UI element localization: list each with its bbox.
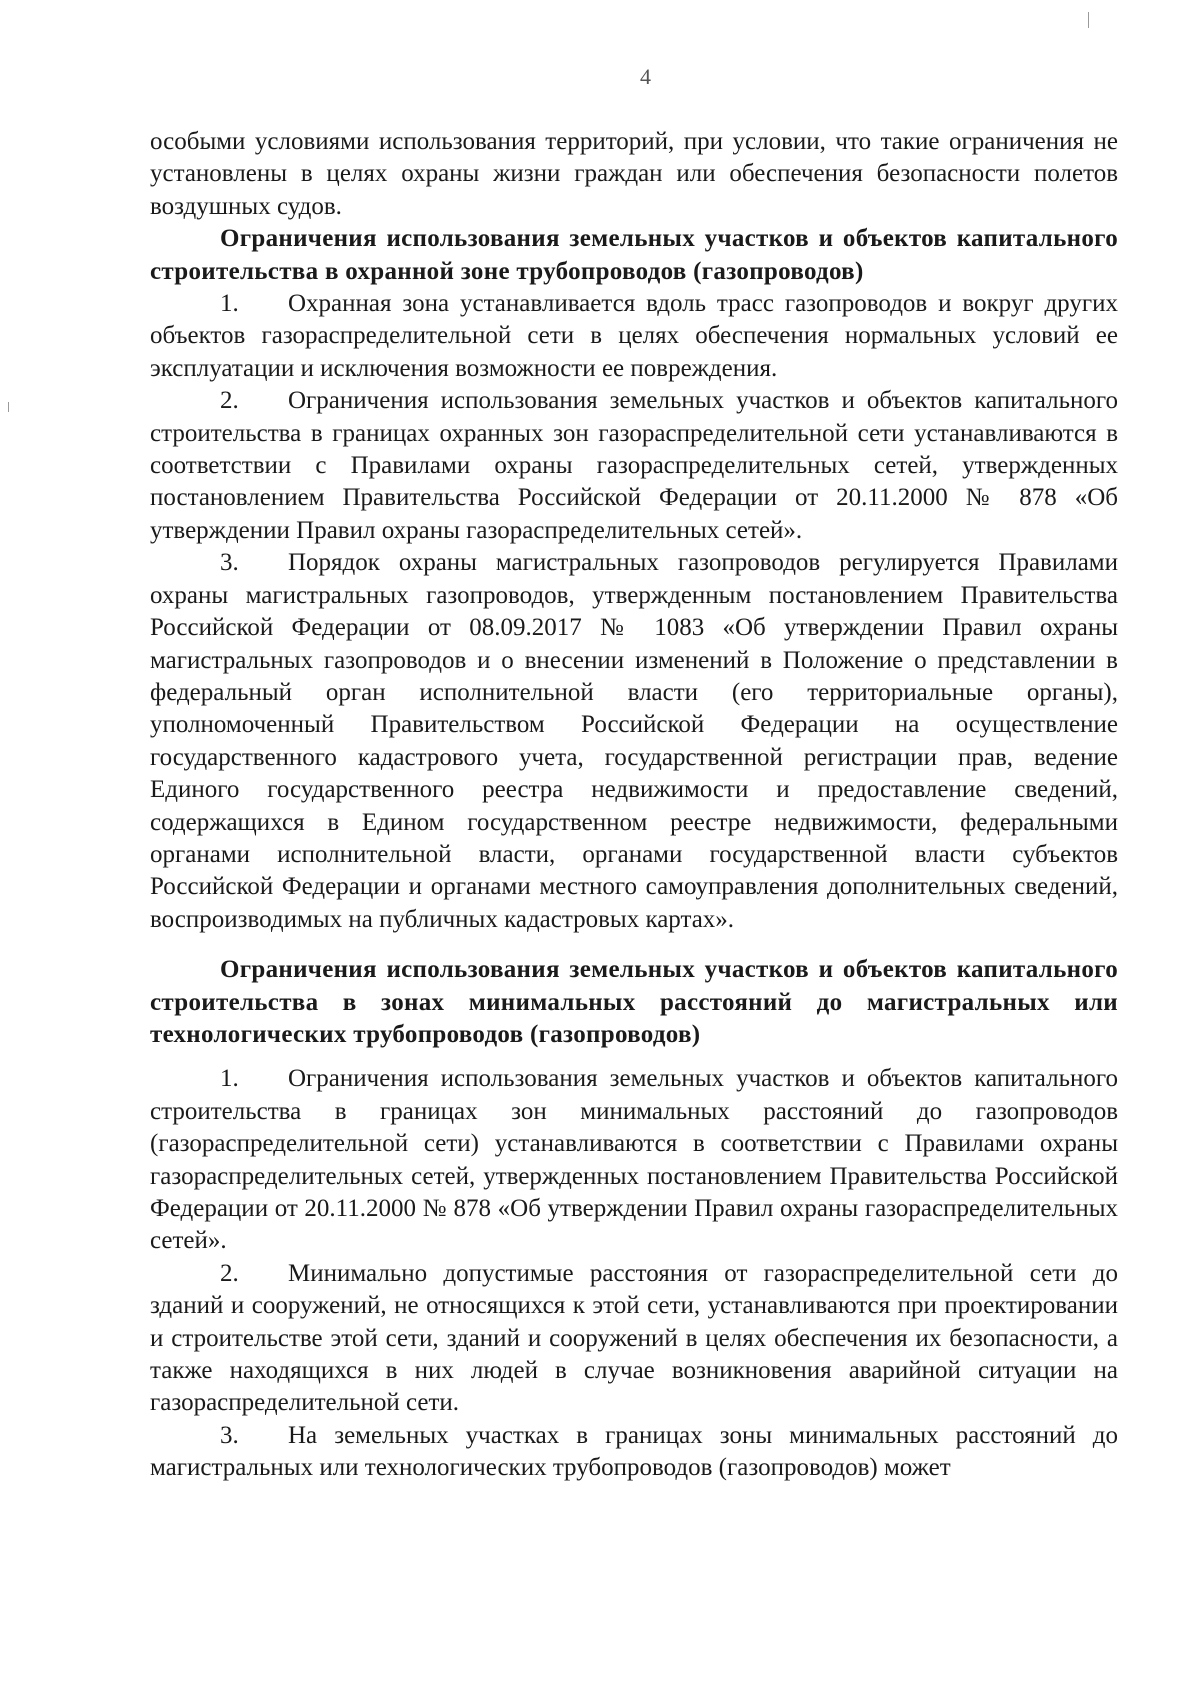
item-number: 3. (220, 549, 239, 577)
item-text: Ограничения использования земельных участков и объектов капитального строительства в границах зон минимальных расстояний до газопроводов (газораспределительной сети) устанавливаются в соответствии с Правилами охраны газораспределительных сетей, утвержденных постановлением Правительства Российской Федерации от 20.11.2000 № 878 «Об утверждении Правил охраны газораспределительных сетей». (150, 1065, 1118, 1255)
list-item (150, 1420, 1118, 1485)
scan-artifact (1088, 12, 1089, 28)
document-body (150, 126, 1118, 1485)
scan-artifact (8, 402, 9, 412)
item-text: Минимально допустимые расстояния от газораспределительной сети до зданий и сооружений, не относящихся к этой сети, устанавливаются при проектировании и строительстве этой сети, зданий и сооружений в целях обеспечения их безопасности, а также находящихся в них людей в случае возникновения аварийной ситуации на газораспределительной сети. (150, 1259, 1118, 1417)
list-item (150, 385, 1118, 547)
heading-spacer (150, 1051, 1118, 1063)
section-spacer (150, 936, 1118, 954)
section-heading-protection-zone: Ограничения использования земельных участков и объектов капитального строительства в охранной зоне трубопроводов (газопроводов) (150, 225, 1118, 285)
list-item (150, 288, 1118, 385)
item-number: 2. (220, 387, 239, 415)
page-number: 4 (640, 64, 651, 89)
item-number: 2. (220, 1259, 239, 1287)
item-text: Порядок охраны магистральных газопроводов регулируется Правилами охраны магистральных газопроводов, утвержденным постановлением Правительства Российской Федерации от 08.09.2017 № 1083 «Об утверждении Правил охраны магистральных газопроводов и о внесении изменений в Положение о представлении в федеральный орган исполнительной власти (его территориальные органы), уполномоченный Правительством Российской Федерации на осуществление государственного кадастрового учета, государственной регистрации прав, ведение Единого государственного реестра недвижимости и предоставление сведений, содержащихся в Едином государственном реестре недвижимости, федеральными органами исполнительной власти, органами государственной власти субъектов Российской Федерации и органами местного самоуправления дополнительных сведений, воспроизводимых на публичных кадастровых картах». (150, 549, 1118, 933)
item-number: 1. (220, 290, 239, 318)
list-item (150, 547, 1118, 936)
item-text: Охранная зона устанавливается вдоль трасс газопроводов и вокруг других объектов газораспределительной сети в целях обеспечения нормальных условий ее эксплуатации и исключения возможности ее повреждения. (150, 290, 1118, 382)
section-heading-minimum-distance: Ограничения использования земельных участков и объектов капитального строительства в зонах минимальных расстояний до магистральных или технологических трубопроводов (газопроводов) (150, 956, 1118, 1048)
item-text: На земельных участках в границах зоны минимальных расстояний до магистральных или технологических трубопроводов (газопроводов) может (150, 1421, 1118, 1482)
item-text: Ограничения использования земельных участков и объектов капитального строительства в границах охранных зон газораспределительной сети устанавливаются в соответствии с Правилами охраны газораспределительных сетей, утвержденных постановлением Правительства Российской Федерации от 20.11.2000 № 878 «Об утверждении Правил охраны газораспределительных сетей». (150, 387, 1118, 544)
list-item (150, 1063, 1118, 1257)
item-number: 1. (220, 1065, 239, 1093)
list-item (150, 1258, 1118, 1420)
item-number: 3. (220, 1421, 239, 1449)
intro-paragraph: особыми условиями использования территорий, при условии, что такие ограничения не установлены в целях охраны жизни граждан или обеспечения безопасности полетов воздушных судов. (150, 128, 1118, 220)
